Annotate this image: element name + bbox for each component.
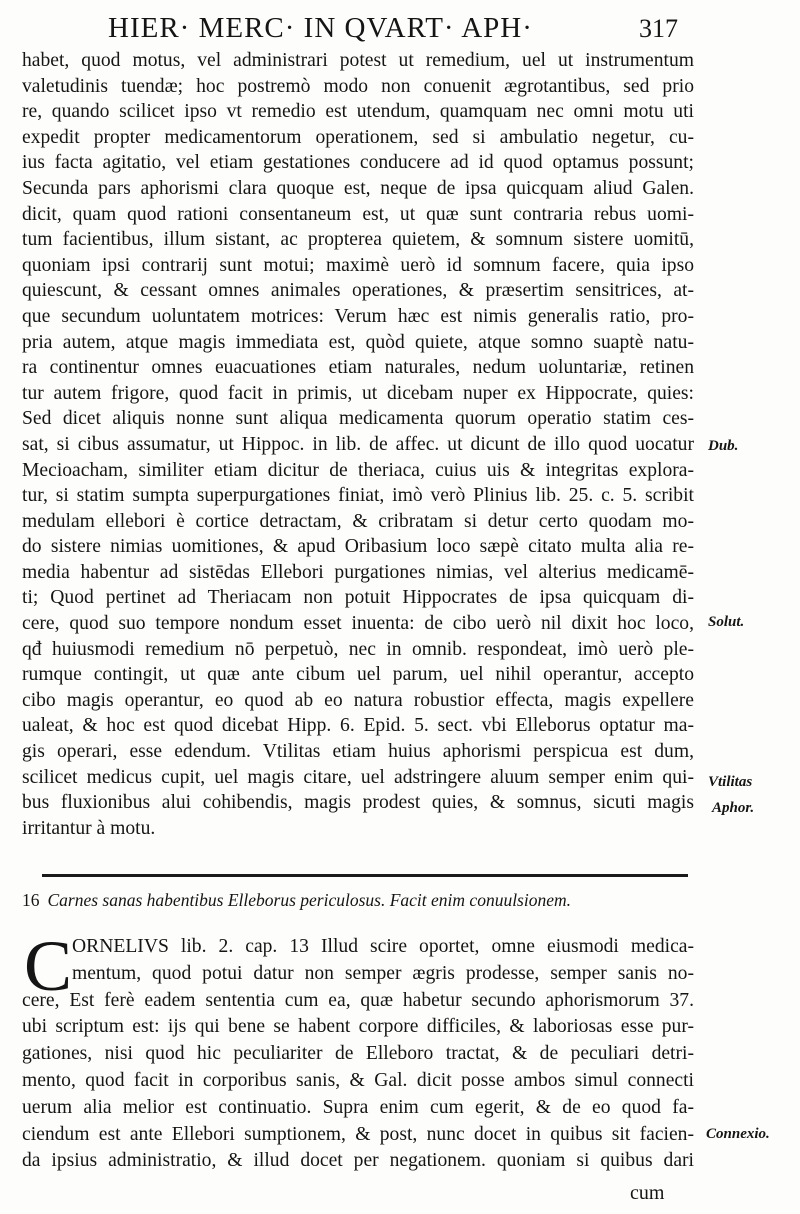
text-line: Mecioacham, similiter etiam dicitur de theriaca, cuius uis & integritas explora-	[22, 459, 694, 481]
text-line: tur autem frigore, quod facit in primis, ut dicebam nuper ex Hippocrate, quies:	[22, 382, 694, 404]
margin-note-solut: Solut.	[708, 614, 745, 630]
margin-note-aphor: Aphor.	[712, 800, 755, 816]
text-line: do sistere nimias uomitiones, & apud Oribasium loco sæpè citato multa alia re-	[22, 536, 694, 558]
text-line: gis operari, esse edendum. Vtilitas etiam huius aphorismi perspicua est dum,	[22, 741, 694, 763]
drop-cap: C	[24, 926, 73, 1006]
aphorism-statement	[22, 890, 682, 911]
running-title: HIER· MERC· IN QVART· APH·	[108, 12, 533, 44]
margin-note-utilitas: Vtilitas	[708, 774, 753, 790]
text-line: dicit, quam quod rationi consentaneum est, ut quæ sunt contraria rebus uomi-	[22, 203, 694, 225]
text-line: Secunda pars aphorismi clara quoque est, neque de ipsa quicquam aliud Galen.	[22, 177, 694, 199]
text-line: ra continentur omnes euacuationes etiam naturales, nedum uoluntariæ, retinen	[22, 357, 694, 379]
commentary-text	[22, 926, 694, 1175]
text-line: pria autem, atque magis immediata est, quòd quiete, atque somno suaptè natu-	[22, 331, 694, 353]
text-line: uerum alia melior est continuatio. Supra enim cum egerit, & de eo quod fa-	[22, 1096, 694, 1118]
text-line: irritantur à motu.	[22, 817, 156, 839]
text-line: ciendum est ante Ellebori sumptionem, & post, nunc docet in quibus sit facien-	[22, 1123, 694, 1145]
text-line: ti; Quod pertinet ad Theriacam non potuit Hippocrates de ipsa quicquam di-	[22, 587, 694, 609]
text-line: sat, si cibus assumatur, ut Hippoc. in lib. de affec. ut dicunt de illo quod uocatur	[22, 433, 694, 455]
text-line: medulam ellebori è cortice detractam, & cribratam si detur certo quodam mo-	[22, 510, 694, 532]
text-line: cere, quod suo tempore nondum esset inuenta: de cibo uerò nil dixit hoc loco,	[22, 613, 694, 635]
text-line: media habentur ad sistēdas Ellebori purgationes nimias, vel alterius medicamē-	[22, 561, 694, 583]
text-line: habet, quod motus, vel administrari potest ut remedium, uel ut instrumentum	[22, 50, 694, 71]
margin-note-connexio: Connexio.	[706, 1126, 770, 1142]
text-line: que secundum uoluntatem motrices: Verum hæc est nimis generalis ratio, pro-	[22, 305, 694, 327]
text-line: quiescunt, & cessant omnes animales operationes, & præsertim sensitrices, at-	[22, 280, 694, 302]
text-line: mento, quod facit in corporibus sanis, & Gal. dicit posse ambos simul connecti	[22, 1069, 694, 1091]
text-line: tum facientibus, illum sistant, ac propterea quietem, & somnum sistere uomitū,	[22, 229, 694, 251]
text-line: cibo magis operantur, eo quod ab eo natura robustior effecta, magis expellere	[22, 689, 694, 711]
text-line: da ipsius administratio, & illud docet per negationem. quoniam si quibus dari	[22, 1150, 694, 1172]
text-line: Sed dicet aliquis nonne sunt aliqua medicamenta quorum operatio statim ces-	[22, 408, 694, 430]
text-line: bus fluxionibus alui cohibendis, magis prodest quies, & somnus, sicuti magis	[22, 792, 694, 814]
text-line: valetudinis tuendæ; hoc postremò modo non conuenit ægrotantibus, sed prio	[22, 75, 694, 97]
text-line: re, quando scilicet ipso vt remedio est utendum, quamquam nec omni motu uti	[22, 101, 694, 123]
text-line: mentum, quod potui datur non semper ægris prodesse, semper sanis no-	[72, 962, 694, 984]
text-line: scilicet medicus cupit, uel magis citare, uel adstringere aluum semper enim qui-	[22, 766, 694, 788]
text-line: ORNELIVS lib. 2. cap. 13 Illud scire oportet, omne eiusmodi medica-	[72, 936, 694, 957]
aphorism-number: 16	[22, 890, 40, 910]
aphorism-text: Carnes sanas habentibus Elleborus periculosus. Facit enim conuulsionem.	[47, 890, 572, 910]
page-number: 317	[639, 14, 678, 43]
section-divider	[42, 874, 688, 877]
main-body-text	[22, 48, 694, 841]
text-line: qđ huiusmodi remedium nō perpetuò, nec in omnib. respondeat, imò uerò ple-	[22, 638, 694, 660]
running-header	[108, 12, 678, 52]
text-line: ius facta agitatio, vel etiam gestationes conducere ad id quod optamus possunt;	[22, 152, 694, 174]
text-line: cere, Est ferè eadem sententia cum ea, quæ habetur secundo aphorismorum 37.	[22, 989, 694, 1011]
catchword: cum	[630, 1182, 665, 1204]
text-line: expedit propter medicamentorum operationem, sed si ambulatio negetur, cu-	[22, 126, 694, 148]
margin-note-dub: Dub.	[708, 438, 739, 454]
text-line: gationes, nisi quod hic peculiariter de Elleboro tractat, & de peculiari detri-	[22, 1043, 694, 1065]
text-line: quoniam ipsi contrarij sunt motui; maximè uerò id somnum facere, quia ipso	[22, 254, 694, 276]
text-line: ualeat, & hoc est quod dicebat Hipp. 6. Epid. 5. sect. vbi Elleborus optatur ma-	[22, 715, 694, 737]
text-line: tur, si statim sumpta superpurgationes finiat, imò verò Plinius lib. 25. c. 5. scribit	[22, 485, 694, 507]
text-line: ubi scriptum est: ijs qui bene se habent corpore difficiles, & laboriosas esse pur-	[22, 1016, 694, 1038]
text-line: rumque contingit, ut quæ ante cibum uel parum, uel nihil operantur, accepto	[22, 664, 694, 686]
